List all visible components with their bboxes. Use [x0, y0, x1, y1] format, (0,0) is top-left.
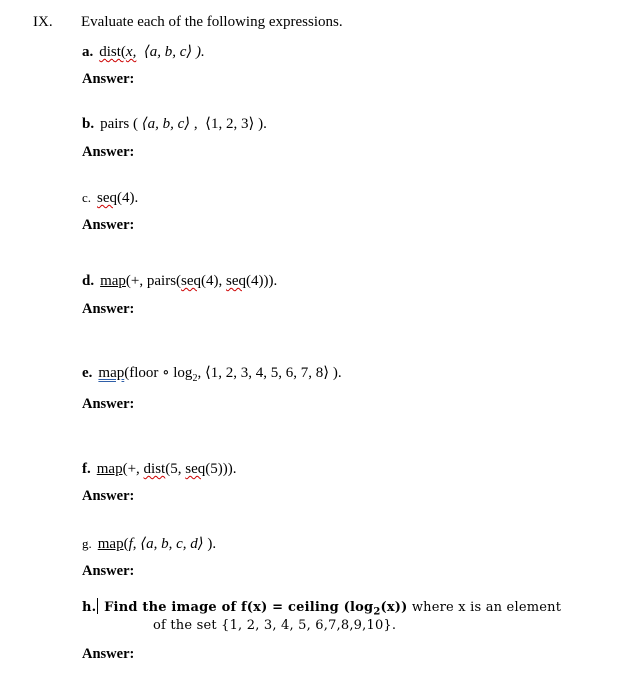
- item-b-label: b.: [82, 116, 95, 132]
- item-f-seq: seq: [185, 461, 206, 477]
- answer-c: Answer:: [82, 217, 135, 233]
- answer-g: Answer:: [82, 563, 135, 579]
- item-e-p1: (floor ∘ log: [124, 365, 193, 381]
- item-d: [82, 272, 277, 290]
- item-f-dist: dist: [143, 461, 166, 477]
- item-h-line2: of the set {1, 2, 3, 4, 5, 6,7,8,9,10}.: [153, 618, 397, 633]
- item-d-label: d.: [82, 273, 95, 289]
- item-d-seq1: seq: [181, 273, 202, 289]
- item-a: [82, 43, 205, 61]
- item-g-p2: ,: [132, 536, 141, 552]
- answer-f: Answer:: [82, 488, 135, 504]
- item-g: [82, 535, 216, 553]
- item-b-tuple1: ⟨a, b, c⟩: [141, 116, 191, 132]
- item-g-map: map: [97, 536, 124, 552]
- section-numeral: IX.: [33, 14, 53, 30]
- item-f: [82, 460, 236, 478]
- item-e-sub: 2: [192, 373, 198, 384]
- item-f-p1: (+,: [122, 461, 144, 477]
- item-h-text3: where x is an element: [407, 600, 562, 615]
- item-d-map: map: [100, 273, 126, 289]
- item-d-seq2: seq: [226, 273, 247, 289]
- item-a-func: dist(: [99, 44, 126, 60]
- item-h-sub: 2: [373, 606, 381, 618]
- item-b-tuple2: ⟨1, 2, 3⟩: [205, 116, 255, 132]
- item-g-p3: ).: [203, 536, 217, 552]
- item-d-p1: (+, pairs(: [125, 273, 182, 289]
- item-f-p2: (5,: [165, 461, 186, 477]
- item-h-text1: Find the image of f(x) = ceiling (log: [104, 600, 374, 615]
- item-g-fn: f: [128, 536, 133, 552]
- item-a-arg: x,: [125, 44, 137, 60]
- item-f-p3: (5))).: [205, 461, 237, 477]
- item-c-func: seq: [97, 190, 118, 206]
- item-e-label: e.: [82, 365, 93, 381]
- item-g-p1: (: [123, 536, 129, 552]
- item-e: [82, 364, 342, 388]
- item-b: [82, 115, 267, 133]
- item-c: [82, 189, 138, 207]
- item-b-post: ).: [254, 116, 267, 132]
- text-cursor: [97, 598, 98, 614]
- answer-d: Answer:: [82, 301, 135, 317]
- item-f-label: f.: [82, 461, 91, 477]
- item-f-map: map: [96, 461, 123, 477]
- item-e-map: map: [98, 365, 125, 381]
- item-b-pre: pairs (: [100, 116, 142, 132]
- answer-h: Answer:: [82, 646, 135, 662]
- item-g-tuple: ⟨a, b, c, d⟩: [140, 536, 204, 552]
- item-b-sep: ,: [190, 116, 202, 132]
- answer-e: Answer:: [82, 396, 135, 412]
- section-heading: Evaluate each of the following expressions.: [81, 14, 343, 30]
- item-e-p2: , ⟨1, 2, 3, 4, 5, 6, 7, 8⟩ ).: [197, 365, 342, 381]
- item-c-label: c.: [82, 190, 92, 205]
- item-d-p3: (4))).: [246, 273, 278, 289]
- answer-b: Answer:: [82, 144, 135, 160]
- item-a-label: a.: [82, 44, 94, 60]
- item-d-p2: (4),: [201, 273, 227, 289]
- answer-a: Answer:: [82, 71, 135, 87]
- item-c-rest: (4).: [117, 190, 139, 206]
- item-g-label: g.: [82, 536, 92, 551]
- item-h-text2: (x)): [380, 600, 408, 615]
- item-h-label: h.: [82, 600, 97, 615]
- item-a-rest: ⟨a, b, c⟩ ).: [143, 44, 205, 60]
